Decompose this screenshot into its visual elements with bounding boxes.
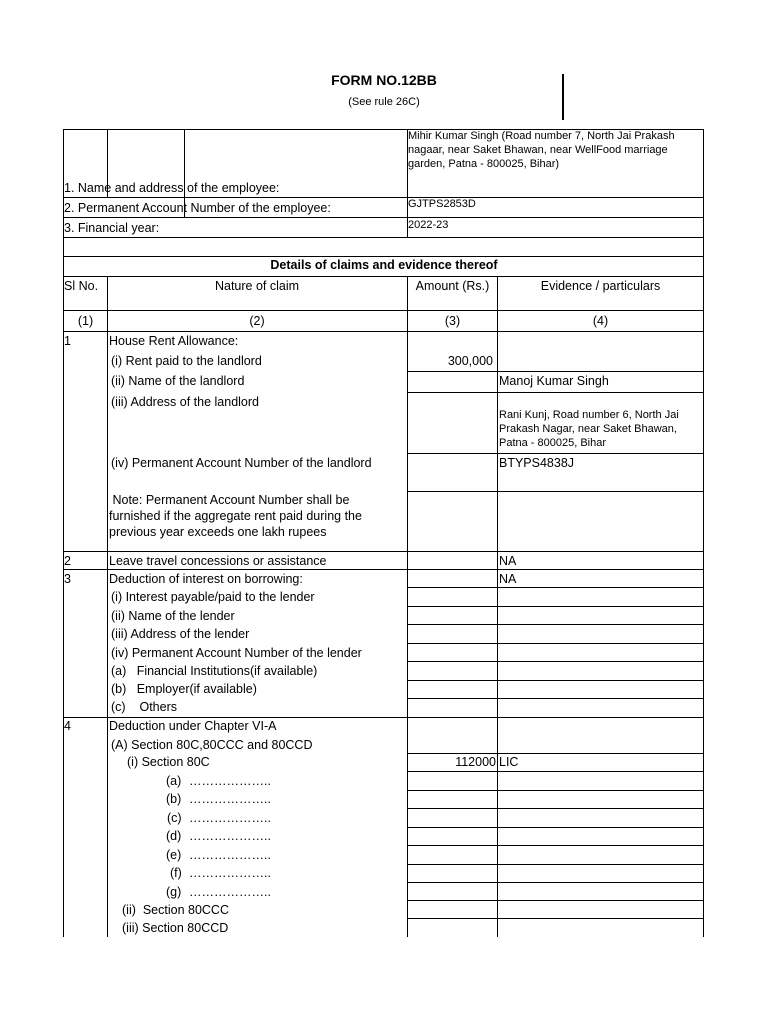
text-cursor bbox=[562, 74, 564, 120]
table-rule-h bbox=[63, 569, 408, 570]
table-rule-h bbox=[407, 392, 704, 393]
employee-name-label: 1. Name and address of the employee: bbox=[64, 181, 280, 195]
table-rule-h bbox=[407, 808, 704, 809]
table-rule-h bbox=[407, 918, 704, 919]
section-80ccc-label: (ii) Section 80CCC bbox=[122, 903, 229, 917]
table-rule-h bbox=[63, 256, 704, 257]
interest-i: (i) Interest payable/paid to the lender bbox=[111, 590, 315, 604]
col-header-sl: Sl No. bbox=[64, 279, 99, 293]
col-header-amount: Amount (Rs.) bbox=[415, 279, 490, 293]
section-80c-sub-dots: ……………….. bbox=[189, 885, 271, 899]
financial-year-value: 2022-23 bbox=[408, 219, 449, 231]
table-rule-h bbox=[407, 771, 704, 772]
section-80c-sub-letter: (e) bbox=[166, 848, 182, 862]
section-80c-sub-dots: ……………….. bbox=[189, 866, 271, 880]
table-rule-h bbox=[63, 310, 704, 311]
hra-landlord-address-label: (iii) Address of the landlord bbox=[111, 395, 259, 409]
section-80c-sub-letter: (d) bbox=[166, 829, 182, 843]
ltc-value: NA bbox=[499, 554, 517, 568]
form-title: FORM NO.12BB bbox=[331, 72, 437, 88]
col-number-1: (1) bbox=[77, 314, 94, 328]
table-rule-h bbox=[407, 753, 704, 754]
section-80c-sub-dots: ……………….. bbox=[189, 848, 271, 862]
table-rule-h bbox=[407, 790, 704, 791]
hra-rent-label: (i) Rent paid to the landlord bbox=[111, 354, 262, 368]
table-rule-h bbox=[407, 864, 704, 865]
table-rule-v bbox=[703, 129, 704, 937]
table-rule-h bbox=[407, 606, 704, 607]
table-rule-h bbox=[407, 551, 704, 552]
section-80c-sub-letter: (f) bbox=[170, 866, 182, 880]
col-number-3: (3) bbox=[444, 314, 461, 328]
financial-year-label: 3. Financial year: bbox=[64, 221, 160, 235]
table-rule-h bbox=[63, 717, 408, 718]
hra-landlord-pan-label: (iv) Permanent Account Number of the landlord bbox=[111, 456, 372, 470]
table-rule-h bbox=[407, 587, 704, 588]
table-rule-v bbox=[497, 276, 498, 937]
table-rule-v bbox=[63, 129, 64, 937]
section-80c-sub-dots: ……………….. bbox=[189, 829, 271, 843]
table-rule-h bbox=[407, 698, 704, 699]
chapter6a-section-a: (A) Section 80C,80CCC and 80CCD bbox=[111, 738, 313, 752]
table-rule-h bbox=[63, 197, 704, 198]
section-80ccd-label: (iii) Section 80CCD bbox=[122, 921, 229, 935]
section-80c-evidence: LIC bbox=[499, 755, 519, 769]
section-80c-amount: 112000 bbox=[455, 755, 496, 769]
section-80c-sub-letter: (b) bbox=[166, 792, 182, 806]
hra-landlord-name-value: Manoj Kumar Singh bbox=[499, 374, 609, 388]
employee-pan-label: 2. Permanent Account Number of the employee: bbox=[64, 201, 331, 215]
table-rule-v bbox=[407, 276, 408, 937]
table-rule-h bbox=[63, 217, 704, 218]
table-rule-h bbox=[407, 717, 704, 718]
form-subtitle: (See rule 26C) bbox=[348, 96, 420, 108]
hra-note-line-2: furnished if the aggregate rent paid during the bbox=[109, 509, 362, 523]
employee-name-address-line-2: nagaar, near Saket Bhawan, near WellFood marriage bbox=[408, 144, 668, 156]
interest-a: (a) Financial Institutions(if available) bbox=[111, 664, 318, 678]
col-number-4: (4) bbox=[592, 314, 609, 328]
section-80c-sub-letter: (c) bbox=[167, 811, 182, 825]
interest-value: NA bbox=[499, 572, 517, 586]
hra-rent-amount: 300,000 bbox=[447, 354, 493, 368]
table-rule-h bbox=[407, 827, 704, 828]
table-rule-h bbox=[407, 569, 704, 570]
section-title: Details of claims and evidence thereof bbox=[270, 258, 498, 272]
col-number-2: (2) bbox=[249, 314, 265, 328]
hra-note-line-3: previous year exceeds one lakh rupees bbox=[109, 525, 327, 539]
employee-name-address-line-1: Mihir Kumar Singh (Road number 7, North Jai Prakash bbox=[408, 130, 675, 142]
ltc-sl: 2 bbox=[64, 554, 71, 568]
ltc-label: Leave travel concessions or assistance bbox=[109, 554, 327, 568]
employee-name-address-line-3: garden, Patna - 800025, Bihar) bbox=[408, 158, 560, 170]
employee-pan-value: GJTPS2853D bbox=[408, 198, 476, 210]
table-rule-h bbox=[407, 680, 704, 681]
table-rule-h bbox=[407, 643, 704, 644]
table-rule-h bbox=[407, 453, 704, 454]
hra-landlord-address-line-3: Patna - 800025, Bihar bbox=[499, 437, 607, 449]
hra-sl: 1 bbox=[64, 334, 71, 348]
hra-landlord-address-line-2: Prakash Nagar, near Saket Bhawan, bbox=[499, 423, 677, 435]
hra-landlord-address-line-1: Rani Kunj, Road number 6, North Jai bbox=[499, 409, 679, 421]
section-80c-label: (i) Section 80C bbox=[127, 755, 210, 769]
table-rule-h bbox=[407, 491, 704, 492]
section-80c-sub-letter: (g) bbox=[166, 885, 182, 899]
table-rule-h bbox=[407, 661, 704, 662]
table-rule-h bbox=[63, 276, 704, 277]
hra-title: House Rent Allowance: bbox=[109, 334, 239, 348]
table-rule-h bbox=[63, 551, 408, 552]
table-rule-v bbox=[107, 276, 108, 937]
chapter6a-sl: 4 bbox=[64, 719, 71, 733]
interest-iv: (iv) Permanent Account Number of the lender bbox=[111, 646, 362, 660]
col-header-evidence: Evidence / particulars bbox=[540, 279, 661, 293]
interest-b: (b) Employer(if available) bbox=[111, 682, 257, 696]
table-rule-h bbox=[63, 331, 704, 332]
table-rule-h bbox=[407, 900, 704, 901]
hra-landlord-pan-value: BTYPS4838J bbox=[499, 456, 575, 470]
table-rule-h bbox=[407, 845, 704, 846]
interest-sl: 3 bbox=[64, 572, 71, 586]
section-80c-sub-dots: ……………….. bbox=[189, 792, 271, 806]
hra-note-line-1: Note: Permanent Account Number shall be bbox=[109, 493, 350, 507]
table-rule-h bbox=[407, 882, 704, 883]
table-rule-h bbox=[407, 371, 704, 372]
interest-iii: (iii) Address of the lender bbox=[111, 627, 250, 641]
section-80c-sub-dots: ……………….. bbox=[189, 774, 271, 788]
interest-ii: (ii) Name of the lender bbox=[111, 609, 235, 623]
interest-label: Deduction of interest on borrowing: bbox=[109, 572, 303, 586]
table-rule-h bbox=[63, 237, 704, 238]
section-80c-sub-dots: ……………….. bbox=[189, 811, 271, 825]
interest-c: (c) Others bbox=[111, 700, 177, 714]
hra-landlord-name-label: (ii) Name of the landlord bbox=[111, 374, 245, 388]
table-rule-h bbox=[407, 624, 704, 625]
chapter6a-label: Deduction under Chapter VI-A bbox=[109, 719, 277, 733]
section-80c-sub-letter: (a) bbox=[166, 774, 182, 788]
col-header-nature: Nature of claim bbox=[214, 279, 300, 293]
